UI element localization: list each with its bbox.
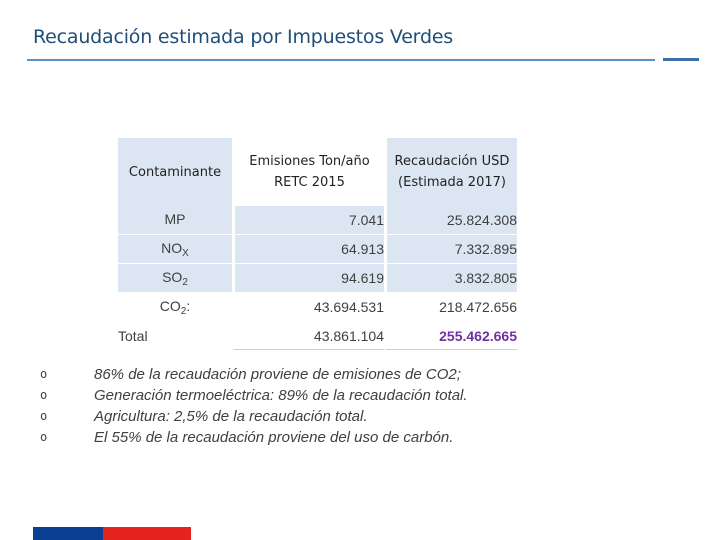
revenue-value: 218.472.656 bbox=[384, 293, 517, 322]
revenue-value: 7.332.895 bbox=[384, 235, 517, 264]
title-underline bbox=[27, 59, 655, 61]
table-row bbox=[118, 264, 517, 293]
table-header-row bbox=[118, 138, 517, 206]
list-item-text: Agricultura: 2,5% de la recaudación total. bbox=[94, 408, 368, 425]
header-emisiones bbox=[232, 138, 384, 206]
findings-list bbox=[40, 364, 468, 448]
pollutant-name bbox=[118, 293, 232, 322]
pollutant-symbol: NO bbox=[161, 239, 183, 256]
total-revenue-value: 255.462.665 bbox=[384, 322, 517, 350]
list-item bbox=[40, 364, 468, 385]
emissions-value: 64.913 bbox=[232, 235, 384, 264]
bullet-marker-icon: o bbox=[40, 367, 48, 381]
pollutant-symbol: SO bbox=[162, 268, 183, 285]
footer-flag-red-bar bbox=[103, 527, 191, 540]
pollutant-symbol: CO bbox=[159, 297, 181, 314]
header-recaudacion-line2: (Estimada 2017) bbox=[398, 175, 506, 190]
header-recaudacion bbox=[384, 138, 517, 206]
pollutant-name bbox=[118, 235, 232, 264]
header-emisiones-line1: Emisiones Ton/año bbox=[249, 154, 370, 169]
list-item-text: El 55% de la recaudación proviene del uso de carbón. bbox=[94, 429, 454, 446]
footer-flag-blue-bar bbox=[33, 527, 103, 540]
bullet-marker-icon: o bbox=[40, 409, 48, 423]
total-label: Total bbox=[118, 322, 232, 350]
total-emissions-value: 43.861.104 bbox=[232, 322, 384, 350]
header-emisiones-line2: RETC 2015 bbox=[274, 175, 345, 190]
pollutant-subscript: X bbox=[182, 247, 189, 259]
table-row bbox=[118, 293, 517, 322]
pollutant-subscript: 2 bbox=[182, 276, 188, 288]
emissions-value: 7.041 bbox=[232, 206, 384, 235]
revenue-table bbox=[118, 138, 517, 350]
list-item bbox=[40, 427, 468, 448]
table-row bbox=[118, 235, 517, 264]
emissions-value: 94.619 bbox=[232, 264, 384, 293]
pollutant-name bbox=[118, 206, 232, 235]
revenue-value: 3.832.805 bbox=[384, 264, 517, 293]
header-contaminante: Contaminante bbox=[118, 138, 232, 206]
title-underline-accent bbox=[663, 58, 699, 61]
revenue-value: 25.824.308 bbox=[384, 206, 517, 235]
list-item bbox=[40, 385, 468, 406]
table-total-row bbox=[118, 322, 517, 350]
page-title: Recaudación estimada por Impuestos Verdes bbox=[33, 26, 454, 48]
pollutant-subscript: 2 bbox=[180, 305, 187, 317]
bullet-marker-icon: o bbox=[40, 430, 48, 444]
list-item bbox=[40, 406, 468, 427]
pollutant-name bbox=[118, 264, 232, 293]
pollutant-symbol: MP bbox=[164, 210, 186, 227]
pollutant-suffix: : bbox=[186, 297, 191, 314]
list-item-text: 86% de la recaudación proviene de emisiones de CO2; bbox=[94, 366, 461, 383]
list-item-text: Generación termoeléctrica: 89% de la recaudación total. bbox=[94, 387, 468, 404]
bullet-marker-icon: o bbox=[40, 388, 48, 402]
table-row bbox=[118, 206, 517, 235]
header-recaudacion-line1: Recaudación USD bbox=[394, 154, 510, 169]
emissions-value: 43.694.531 bbox=[232, 293, 384, 322]
